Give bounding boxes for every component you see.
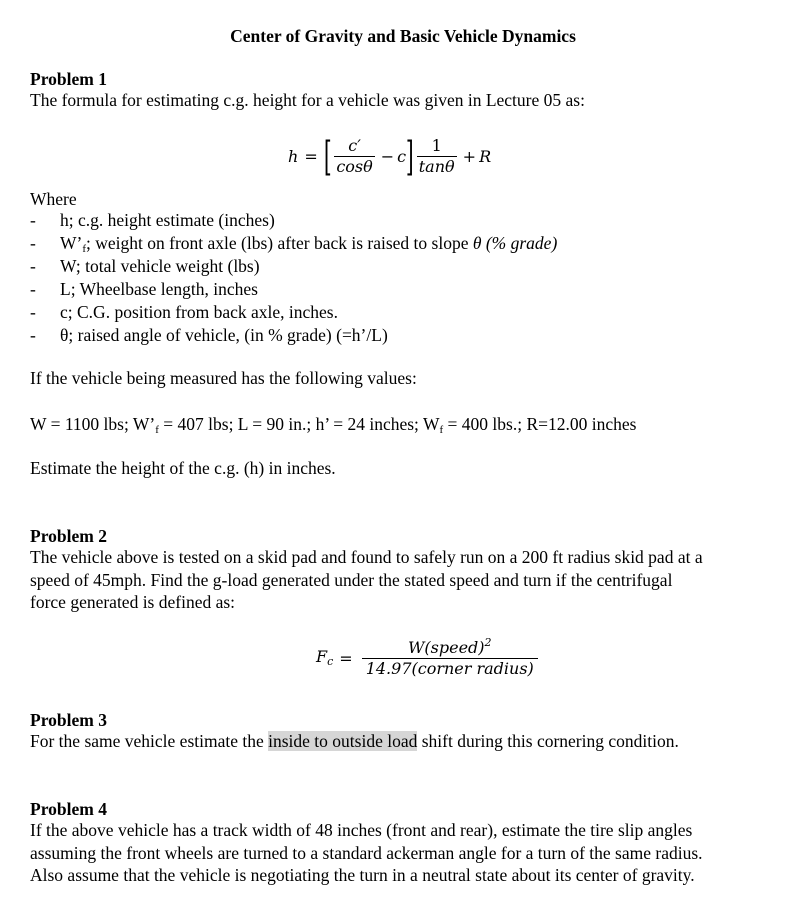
values-text: = 400 lbs.; R=12.00 inches	[443, 414, 637, 434]
problem-3-text-pre: For the same vehicle estimate the	[30, 731, 269, 751]
definition-text: θ; raised angle of vehicle, (in % grade) (=h’/L)	[60, 325, 388, 345]
subscript: f	[82, 243, 87, 255]
given-values	[30, 414, 636, 441]
fraction-force	[362, 638, 538, 679]
list-dash: -	[30, 210, 36, 230]
problem-2-line-3: force generated is defined as:	[30, 592, 236, 612]
definition-l	[30, 279, 258, 300]
right-bracket: ]	[406, 133, 414, 180]
list-dash: -	[30, 302, 36, 322]
definition-text: W’	[60, 233, 83, 253]
where-label: Where	[30, 189, 77, 209]
list-dash: -	[30, 325, 36, 345]
problem-3-text	[30, 731, 679, 752]
values-intro: If the vehicle being measured has the following values:	[30, 368, 417, 388]
subscript: c	[327, 654, 334, 668]
frac1-numerator: c′	[348, 136, 361, 155]
definition-w	[30, 256, 260, 277]
definition-text: c; C.G. position from back axle, inches.	[60, 302, 338, 322]
frac1-denominator: cosθ	[336, 157, 373, 176]
left-bracket: [	[323, 133, 332, 180]
formula-lhs	[316, 646, 333, 672]
list-dash: -	[30, 256, 36, 276]
formula-minus: −	[380, 147, 395, 166]
numerator	[404, 638, 496, 658]
problem-1-question: Estimate the height of the c.g. (h) in inches.	[30, 458, 336, 478]
problem-1-heading: Problem 1	[30, 69, 107, 89]
formula-R: R	[479, 147, 492, 166]
formula-c: c	[397, 147, 407, 166]
definition-c	[30, 302, 338, 323]
list-dash: -	[30, 279, 36, 299]
definition-text: W; total vehicle weight (lbs)	[60, 256, 260, 276]
subscript: f	[439, 424, 444, 436]
formula-lhs: h	[288, 147, 299, 166]
fraction-one-over-tan	[417, 136, 457, 177]
centrifugal-force-formula	[316, 638, 541, 679]
problem-2-line-2: speed of 45mph. Find the g-load generated under the stated speed and turn if the centrifugal	[30, 570, 673, 590]
problem-4-heading: Problem 4	[30, 799, 107, 819]
numerator-text: W(speed)	[407, 638, 485, 657]
problem-4-line-3: Also assume that the vehicle is negotiating the turn in a neutral state about its center of gravity.	[30, 865, 695, 885]
definition-italic: θ (% grade)	[472, 233, 558, 253]
frac2-denominator: tanθ	[418, 157, 455, 176]
fraction-c-prime-over-cos	[334, 136, 374, 177]
definition-text: L; Wheelbase length, inches	[60, 279, 258, 299]
definition-text: ; weight on front axle (lbs) after back is raised to slope	[86, 233, 473, 253]
formula-equals: =	[304, 147, 318, 166]
problem-4-line-1: If the above vehicle has a track width of 48 inches (front and rear), estimate the tire slip angles	[30, 820, 693, 840]
formula-equals: =	[339, 649, 353, 668]
formula-plus: +	[462, 147, 477, 166]
problem-3-text-post: shift during this cornering condition.	[417, 731, 679, 751]
subscript: f	[155, 424, 159, 436]
problem-3-heading: Problem 3	[30, 710, 107, 730]
document-title: Center of Gravity and Basic Vehicle Dynamics	[230, 26, 576, 46]
definition-text: h; c.g. height estimate (inches)	[60, 210, 275, 230]
values-text: = 407 lbs; L = 90 in.; h’ = 24 inches; W	[158, 414, 440, 434]
problem-2-heading: Problem 2	[30, 526, 107, 546]
definition-h	[30, 210, 275, 231]
lhs-f: F	[316, 646, 328, 666]
highlighted-text: inside to outside load	[268, 731, 418, 751]
denominator: 14.97(corner radius)	[362, 658, 538, 679]
cg-height-formula	[288, 133, 492, 180]
problem-2-line-1: The vehicle above is tested on a skid pad and found to safely run on a 200 ft radius skid pad at a	[30, 547, 703, 567]
superscript: 2	[484, 636, 492, 649]
problem-4-line-2: assuming the front wheels are turned to a standard ackerman angle for a turn of the same radius.	[30, 843, 703, 863]
problem-1-intro: The formula for estimating c.g. height for a vehicle was given in Lecture 05 as:	[30, 90, 585, 110]
list-dash: -	[30, 233, 36, 253]
frac2-numerator: 1	[431, 136, 442, 155]
values-text: W = 1100 lbs; W’	[30, 414, 156, 434]
definition-theta	[30, 325, 388, 346]
